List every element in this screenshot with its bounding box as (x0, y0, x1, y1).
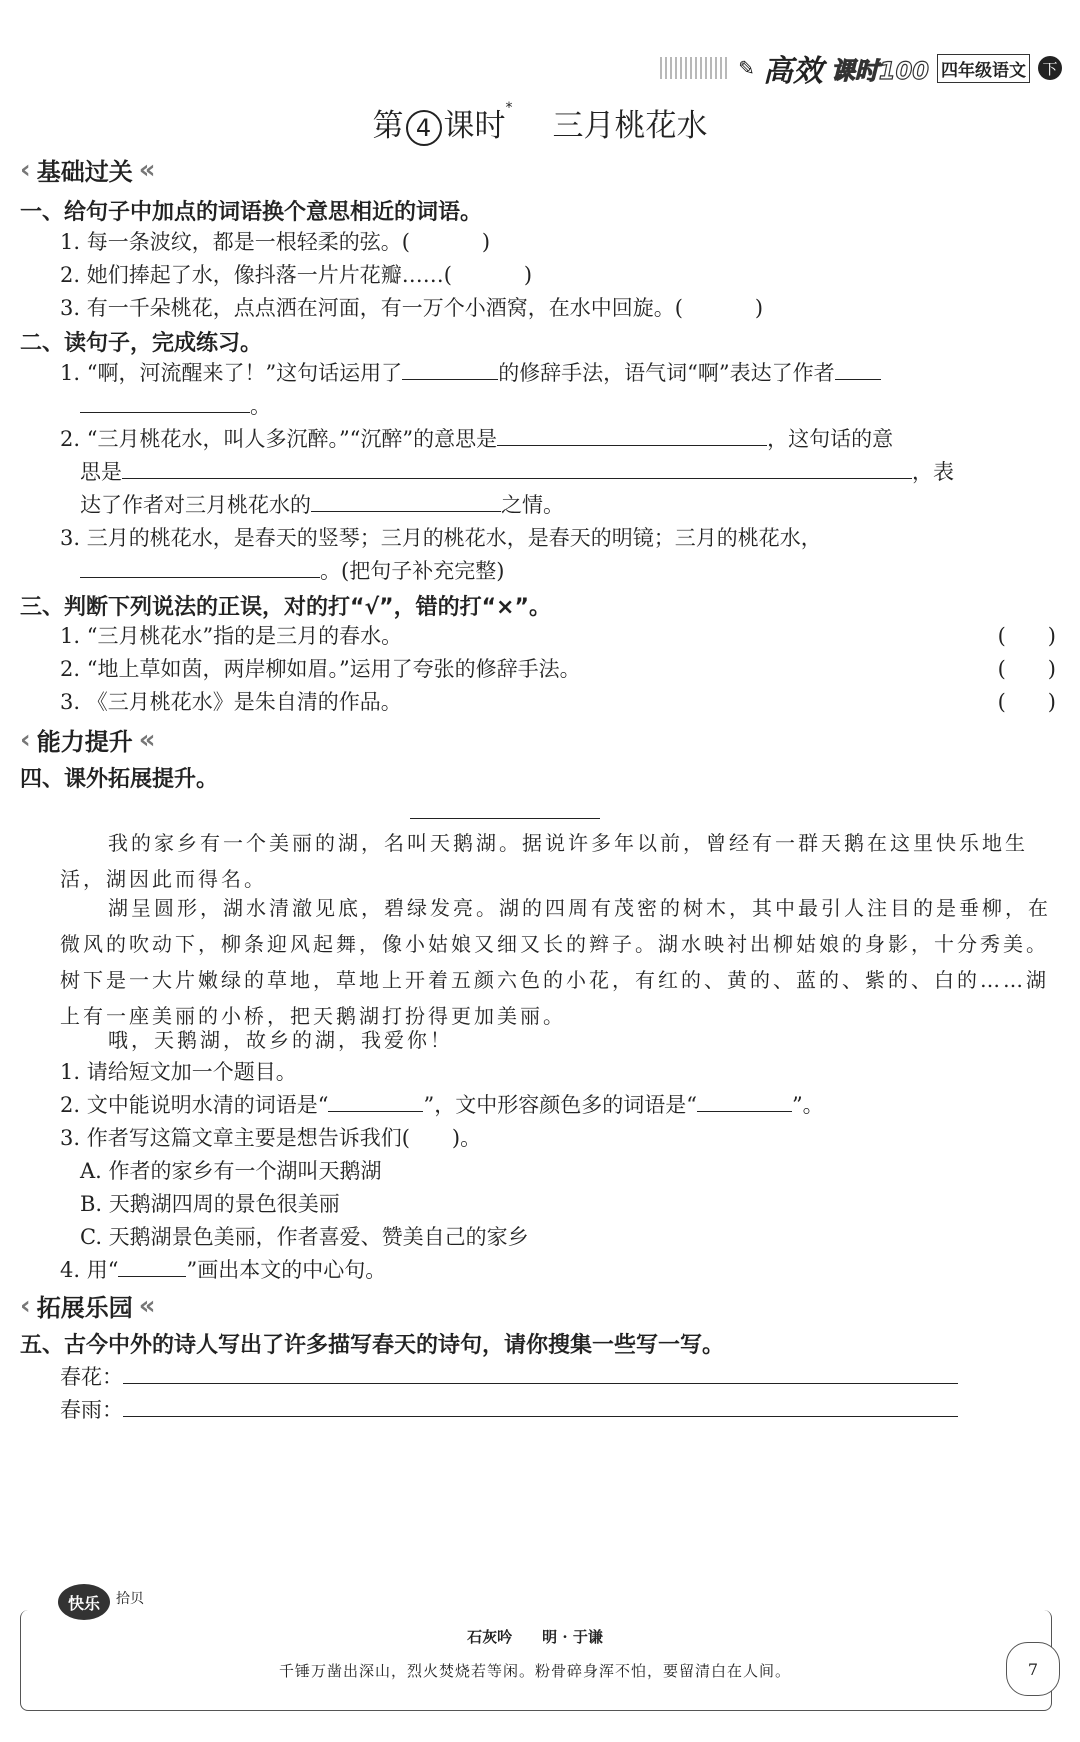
section-title: 能力提升 (36, 728, 133, 756)
answer-blank[interactable] (835, 359, 881, 380)
q2-item2 (60, 423, 1056, 455)
footer-panel (20, 1580, 1060, 1720)
q5-label: 春花： (60, 1365, 123, 1389)
q2-heading: 二、读句子，完成练习。 (20, 331, 263, 356)
q2-text: 的修辞手法，语气词“啊”表达了作者 (498, 361, 835, 385)
q1-heading: 一、给句子中加点的词语换个意思相近的词语。 (20, 200, 483, 225)
q4-sub1: 1. 请给短文加一个题目。 (60, 1060, 297, 1084)
section-basic (20, 152, 156, 187)
section-extension (20, 1288, 156, 1323)
q5-line2 (60, 1394, 1056, 1426)
page-number-flower-icon (1006, 1642, 1060, 1696)
brand-main: 高效 (762, 54, 823, 89)
q2-text: ，这句话的意 (767, 427, 894, 451)
q2-item1-cont (60, 390, 1056, 422)
q2-text: 。 (250, 394, 271, 418)
q4-sub2 (60, 1089, 1056, 1121)
q2-text: ，表 (912, 460, 954, 484)
q1-item-text: 1. 每一条波纹，都是一根轻柔的弦。( (60, 230, 410, 254)
lesson-name: 三月桃花水 (552, 108, 708, 144)
q3-text: 3. 《三月桃花水》是朱自清的作品。 (60, 690, 402, 714)
chevron-double-left-icon: « (138, 154, 156, 185)
q3-item (60, 653, 1056, 685)
q3-text: 2. “地上草如茵，两岸柳如眉。”运用了夸张的修辞手法。 (60, 657, 581, 681)
q1-item-text: 2. 她们捧起了水，像抖落一片片花瓣……( (60, 263, 452, 287)
q4-text: 4. 用“ (60, 1258, 119, 1282)
q4-sub3: 3. 作者写这篇文章主要是想告诉我们( )。 (60, 1126, 482, 1150)
answer-blank[interactable] (497, 425, 767, 446)
q4-text: ”。 (791, 1093, 824, 1117)
q5-label: 春雨： (60, 1398, 123, 1422)
q2-text: 1. “啊，河流醒来了！”这句话运用了 (60, 361, 403, 385)
happy-badge: 快乐 (58, 1584, 110, 1620)
passage-paragraph: 我的家乡有一个美丽的湖，名叫天鹅湖。据说许多年以前，曾经有一群天鹅在这里快乐地生活，湖因此而得名。 (60, 831, 1028, 891)
section-title: 基础过关 (36, 158, 133, 186)
chevron-double-left-icon: « (138, 724, 156, 755)
q2-text: 达了作者对三月桃花水的 (80, 493, 311, 517)
q5-heading: 五、古今中外的诗人写出了许多描写春天的诗句，请你搜集一些写一写。 (20, 1333, 725, 1358)
answer-blank[interactable] (80, 392, 250, 413)
option[interactable]: A. 作者的家乡有一个湖叫天鹅湖 (80, 1159, 382, 1183)
lesson-star: * (505, 100, 513, 116)
page-number: 7 (1027, 1659, 1039, 1679)
answer-line[interactable] (123, 1363, 958, 1384)
badge-subtitle: 拾贝 (116, 1591, 144, 1607)
q2-text: 之情。 (501, 493, 564, 517)
grade-label: 四年级语文 (937, 54, 1030, 83)
answer-blank[interactable] (122, 458, 912, 479)
chevron-left-icon: ‹ (20, 154, 31, 185)
answer-line[interactable] (123, 1396, 958, 1417)
option[interactable]: C. 天鹅湖景色美丽，作者喜爱、赞美自己的家乡 (80, 1225, 529, 1249)
paren-close: ) (754, 296, 764, 320)
answer-blank[interactable] (328, 1091, 423, 1112)
lesson-prefix: 第 (372, 108, 404, 144)
poem-text: 千锤万凿出深山，烈火焚烧若等闲。粉骨碎身浑不怕，要留清白在人间。 (278, 1662, 791, 1680)
paren-close: ) (481, 230, 491, 254)
q3-heading: 三、判断下列说法的正误，对的打“√”，错的打“×”。 (20, 595, 551, 620)
q2-item3: 3. 三月的桃花水，是春天的竖琴；三月的桃花水，是春天的明镜；三月的桃花水， (60, 526, 822, 550)
q1-item (60, 226, 1056, 258)
judge-paren[interactable]: ( ) (997, 657, 1056, 681)
chevron-left-icon: ‹ (20, 724, 31, 755)
section-title: 拓展乐园 (36, 1294, 133, 1322)
answer-blank (118, 1256, 186, 1277)
judge-paren[interactable]: ( ) (997, 690, 1056, 714)
q5-line1 (60, 1361, 1056, 1393)
q1-item-text: 3. 有一千朵桃花，点点洒在河面，有一万个小酒窝，在水中回旋。( (60, 296, 683, 320)
q4-text: ”画出本文的中心句。 (186, 1258, 387, 1282)
q2-item2-cont (60, 456, 1056, 488)
answer-blank[interactable] (311, 491, 501, 512)
lesson-number: 4 (406, 110, 442, 146)
brand-header (660, 46, 1062, 90)
section-ability (20, 722, 156, 757)
q2-item3-cont (60, 555, 1056, 587)
volume-badge: 下 (1038, 56, 1062, 80)
passage-paragraph: 湖呈圆形，湖水清澈见底，碧绿发亮。湖的四周有茂密的树木，其中最引人注目的是垂柳，在微风的吹动下，柳条迎风起舞，像小姑娘又细又长的辫子。湖水映衬出柳姑娘的身影，十分秀美。树下是一大片嫩绿的草地，草地上开着五颜六色的小花，有红的、黄的、蓝的、紫的、白的……湖上有一座美丽的小桥，把天鹅湖打扮得更加美丽。 (60, 896, 1051, 1028)
q2-text: 。(把句子补充完整) (320, 559, 505, 583)
paren-close: ) (523, 263, 533, 287)
chevron-left-icon: ‹ (20, 1290, 31, 1321)
q2-item1 (60, 357, 1056, 389)
q2-text: 思是 (80, 460, 122, 484)
lesson-suffix: 课时 (443, 108, 506, 144)
q4-sub4 (60, 1254, 1056, 1286)
q4-text: 2. 文中能说明水清的词语是“ (60, 1093, 329, 1117)
q1-item (60, 292, 1056, 324)
q4-text: ”，文中形容颜色多的词语是“ (423, 1093, 697, 1117)
chevron-double-left-icon: « (138, 1290, 156, 1321)
q3-item (60, 686, 1056, 718)
q4-heading: 四、课外拓展提升。 (20, 767, 219, 792)
option[interactable]: B. 天鹅湖四周的景色很美丽 (80, 1192, 340, 1216)
answer-blank[interactable] (697, 1091, 792, 1112)
dots-decoration (660, 57, 730, 79)
answer-blank[interactable] (80, 557, 320, 578)
brand-sub: 课时100 (830, 56, 929, 85)
q1-item (60, 259, 1056, 291)
poem-title: 石灰吟 明 · 于谦 (467, 1628, 603, 1646)
title-blank[interactable] (410, 818, 600, 819)
q3-item (60, 620, 1056, 652)
pen-icon: ✎ (738, 56, 755, 80)
q2-item2-cont2 (60, 489, 1056, 521)
lesson-title (0, 100, 1080, 146)
answer-blank[interactable] (402, 359, 498, 380)
judge-paren[interactable]: ( ) (997, 624, 1056, 648)
q3-text: 1. “三月桃花水”指的是三月的春水。 (60, 624, 403, 648)
q2-text: 2. “三月桃花水，叫人多沉醉。”“沉醉”的意思是 (60, 427, 498, 451)
passage-paragraph: 哦，天鹅湖，故乡的湖，我爱你！ (108, 1028, 453, 1052)
